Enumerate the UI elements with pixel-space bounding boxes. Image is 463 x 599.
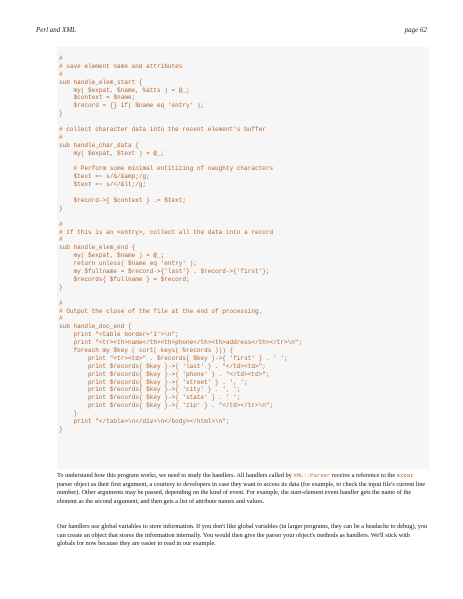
code-line — [59, 158, 302, 166]
code-line: # — [59, 236, 63, 244]
code-line: } — [59, 425, 63, 433]
paragraph-handlers — [57, 472, 429, 506]
code-line: print $records{ $key }->{ 'phone' } . "</td><td>"; — [59, 370, 270, 378]
code-line: print "</table>\n</div>\n</body></html>\n"; — [59, 417, 230, 425]
code-line: } — [59, 110, 63, 118]
code-line: $record->{ $context } .= $text; — [59, 197, 187, 205]
code-line: print $records{ $key }->{ 'state' } . ' '; — [59, 394, 241, 402]
code-line: my( $expat, $name ) = @_; — [59, 252, 165, 260]
code-line: $text =~ s/&/&amp;/g; — [59, 173, 150, 181]
page-number: page 62 — [404, 26, 427, 34]
code-line: return unless( $name eq 'entry' ); — [59, 260, 197, 268]
code-line: foreach my $key ( sort( keys( %records ))) { — [59, 346, 234, 354]
code-line — [59, 189, 302, 197]
code-line: # collect character data into the recent element's buffer — [59, 126, 266, 134]
code-line: # — [59, 70, 63, 78]
inline-code-expat: expat — [396, 472, 414, 479]
code-line: # Output the close of the file at the end of processing. — [59, 307, 263, 315]
code-line: sub handle_elem_end { — [59, 244, 136, 252]
code-line: print "<table border='1'>\n"; — [59, 331, 179, 339]
code-line — [59, 292, 302, 300]
code-line: } — [59, 283, 63, 291]
code-line: my( $expat, $name, %atts ) = @_; — [59, 86, 190, 94]
code-line: print $records{ $key }->{ 'zip' } . "</td></tr>\n"; — [59, 402, 274, 410]
code-line: $context = $name; — [59, 94, 136, 102]
code-line: $record = {} if( $name eq 'entry' ); — [59, 102, 205, 110]
code-line: print $records{ $key }->{ 'city' } . ', '; — [59, 386, 241, 394]
code-line: # — [59, 315, 63, 323]
code-line: my( $expat, $text ) = @_; — [59, 149, 165, 157]
code-line: sub handle_elem_start { — [59, 78, 143, 86]
code-line: sub handle_char_data { — [59, 141, 139, 149]
code-line — [59, 213, 302, 221]
code-line: print $records{ $key }->{ 'last' } . "</td><td>"; — [59, 362, 266, 370]
code-line: # — [59, 133, 63, 141]
code-line: # save element name and attributes — [59, 62, 183, 70]
code-line: print "<tr><th>name</th><th>phone</th><th>address</th></tr>\n"; — [59, 339, 303, 347]
code-line: # Perform some minimal entitizing of naughty characters — [59, 165, 274, 173]
code-line: print $records{ $key }->{ 'street' } . ', '; — [59, 378, 248, 386]
code-listing — [59, 55, 302, 434]
paragraph-text: parser object as their first argument, a courtesy to developers in case they want to access its data (for example, to check the input file's current line number). Other arguments may be passed, depending on the kind of event. For example, the start-element event handler gets the name of the element as the second argument, and then gets a list of attribute names and values. — [57, 480, 426, 505]
paragraph-text: receive a reference to the — [330, 472, 397, 479]
code-line: print "<tr><td>" . $records{ $key }->{ 'first' } . ' '; — [59, 354, 288, 362]
code-line: $text =~ s/</&lt;/g; — [59, 181, 147, 189]
code-line: } — [59, 204, 63, 212]
running-header-title: Perl and XML — [36, 26, 77, 34]
code-line: # if this is an <entry>, collect all the data into a record — [59, 228, 274, 236]
code-line: # — [59, 220, 63, 228]
code-line — [59, 118, 302, 126]
code-line: # — [59, 55, 63, 62]
code-line: # — [59, 299, 63, 307]
code-line: my $fullname = $record->{'last'} . $record->{'first'}; — [59, 268, 270, 276]
paragraph-globals: Our handlers use global variables to store information. If you don't like global variables (in larger programs, they can be a headache to debug), you can create an object that stores the information internally. You would then give the parser your object's methods as handlers. We'll stick with globals for now because they are easier to read in our example. — [57, 523, 428, 548]
paragraph-text: To understand how this program works, we need to study the handlers. All handlers called by — [57, 472, 294, 479]
code-line: $records{ $fullname } = $record; — [59, 275, 190, 283]
code-line: sub handle_doc_end { — [59, 323, 132, 331]
code-line: } — [59, 410, 78, 418]
inline-code-xml-parser: XML::Parser — [293, 472, 331, 479]
